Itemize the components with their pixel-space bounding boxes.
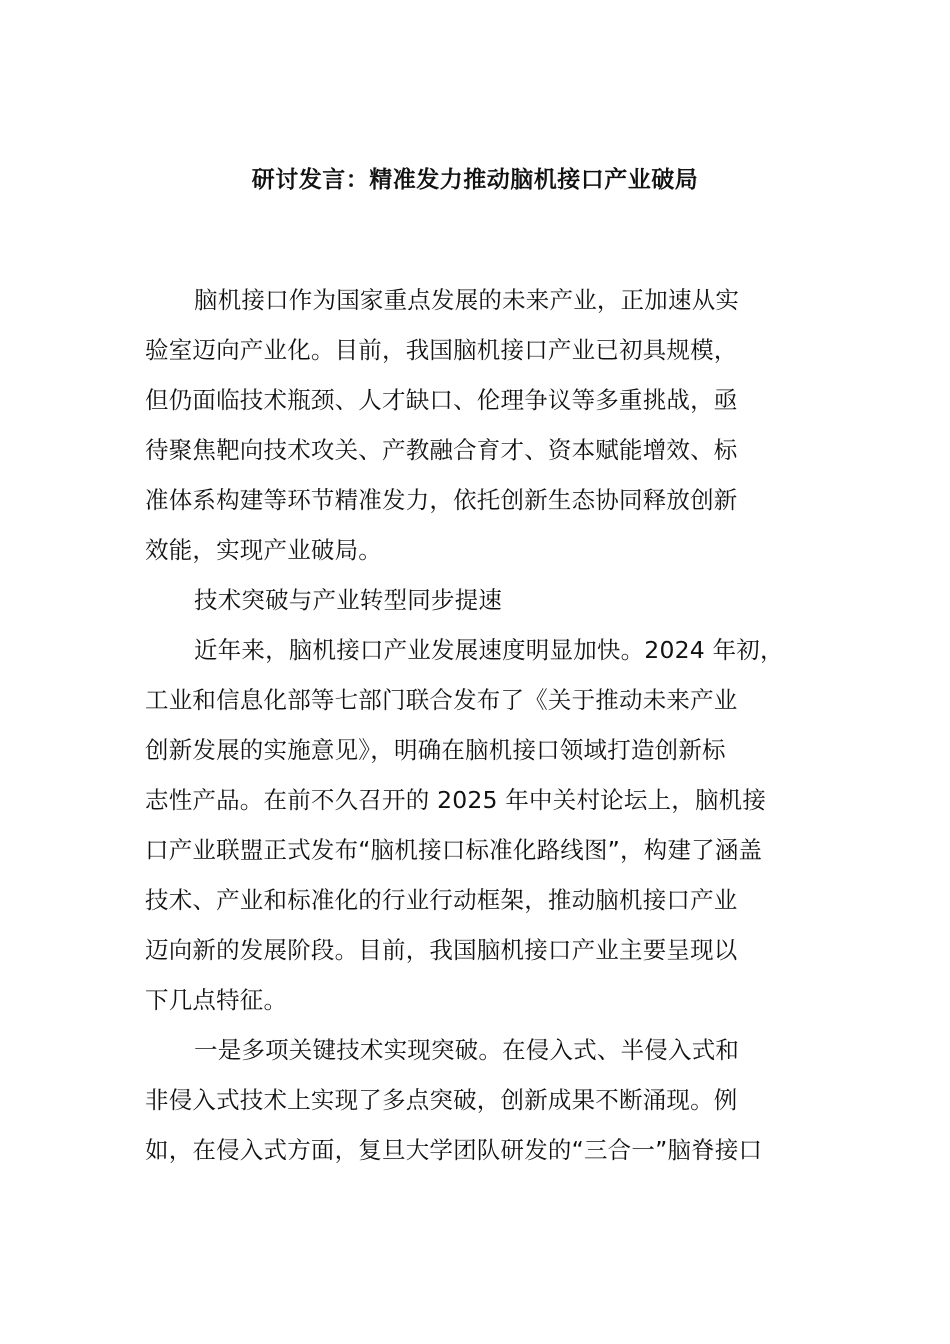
paragraph-line: 工业和信息化部等七部门联合发布了《关于推动未来产业 (145, 686, 738, 714)
paragraph-line: 待聚焦靶向技术攻关、产教融合育才、资本赋能增效、标 (145, 436, 738, 464)
paragraph-line: 准体系构建等环节精准发力，依托创新生态协同释放创新 (145, 486, 738, 514)
paragraph-line: 非侵入式技术上实现了多点突破，创新成果不断涌现。例 (145, 1086, 738, 1114)
paragraph-line: 近年来，脑机接口产业发展速度明显加快。2024 年初， (194, 636, 784, 664)
paragraph-line: 验室迈向产业化。目前，我国脑机接口产业已初具规模， (145, 336, 738, 364)
paragraph-line: 技术、产业和标准化的行业行动框架，推动脑机接口产业 (145, 886, 738, 914)
paragraph-line: 创新发展的实施意见》，明确在脑机接口领域打造创新标 (145, 736, 726, 764)
paragraph-line: 口产业联盟正式发布“脑机接口标准化路线图”，构建了涵盖 (145, 836, 763, 864)
paragraph-line: 效能，实现产业破局。 (145, 536, 382, 564)
paragraph-line: 一是多项关键技术实现突破。在侵入式、半侵入式和 (194, 1036, 740, 1064)
section-heading: 技术突破与产业转型同步提速 (194, 586, 503, 614)
paragraph-line: 如，在侵入式方面，复旦大学团队研发的“三合一”脑脊接口 (145, 1136, 763, 1164)
paragraph-line: 下几点特征。 (145, 986, 288, 1014)
paragraph-line: 志性产品。在前不久召开的 2025 年中关村论坛上，脑机接 (145, 786, 767, 814)
paragraph-line: 迈向新的发展阶段。目前，我国脑机接口产业主要呈现以 (145, 936, 738, 964)
paragraph-line: 脑机接口作为国家重点发展的未来产业，正加速从实 (194, 286, 740, 314)
paragraph-line: 但仍面临技术瓶颈、人才缺口、伦理争议等多重挑战，亟 (145, 386, 738, 414)
document-title: 研讨发言：精准发力推动脑机接口产业破局 (251, 167, 699, 193)
